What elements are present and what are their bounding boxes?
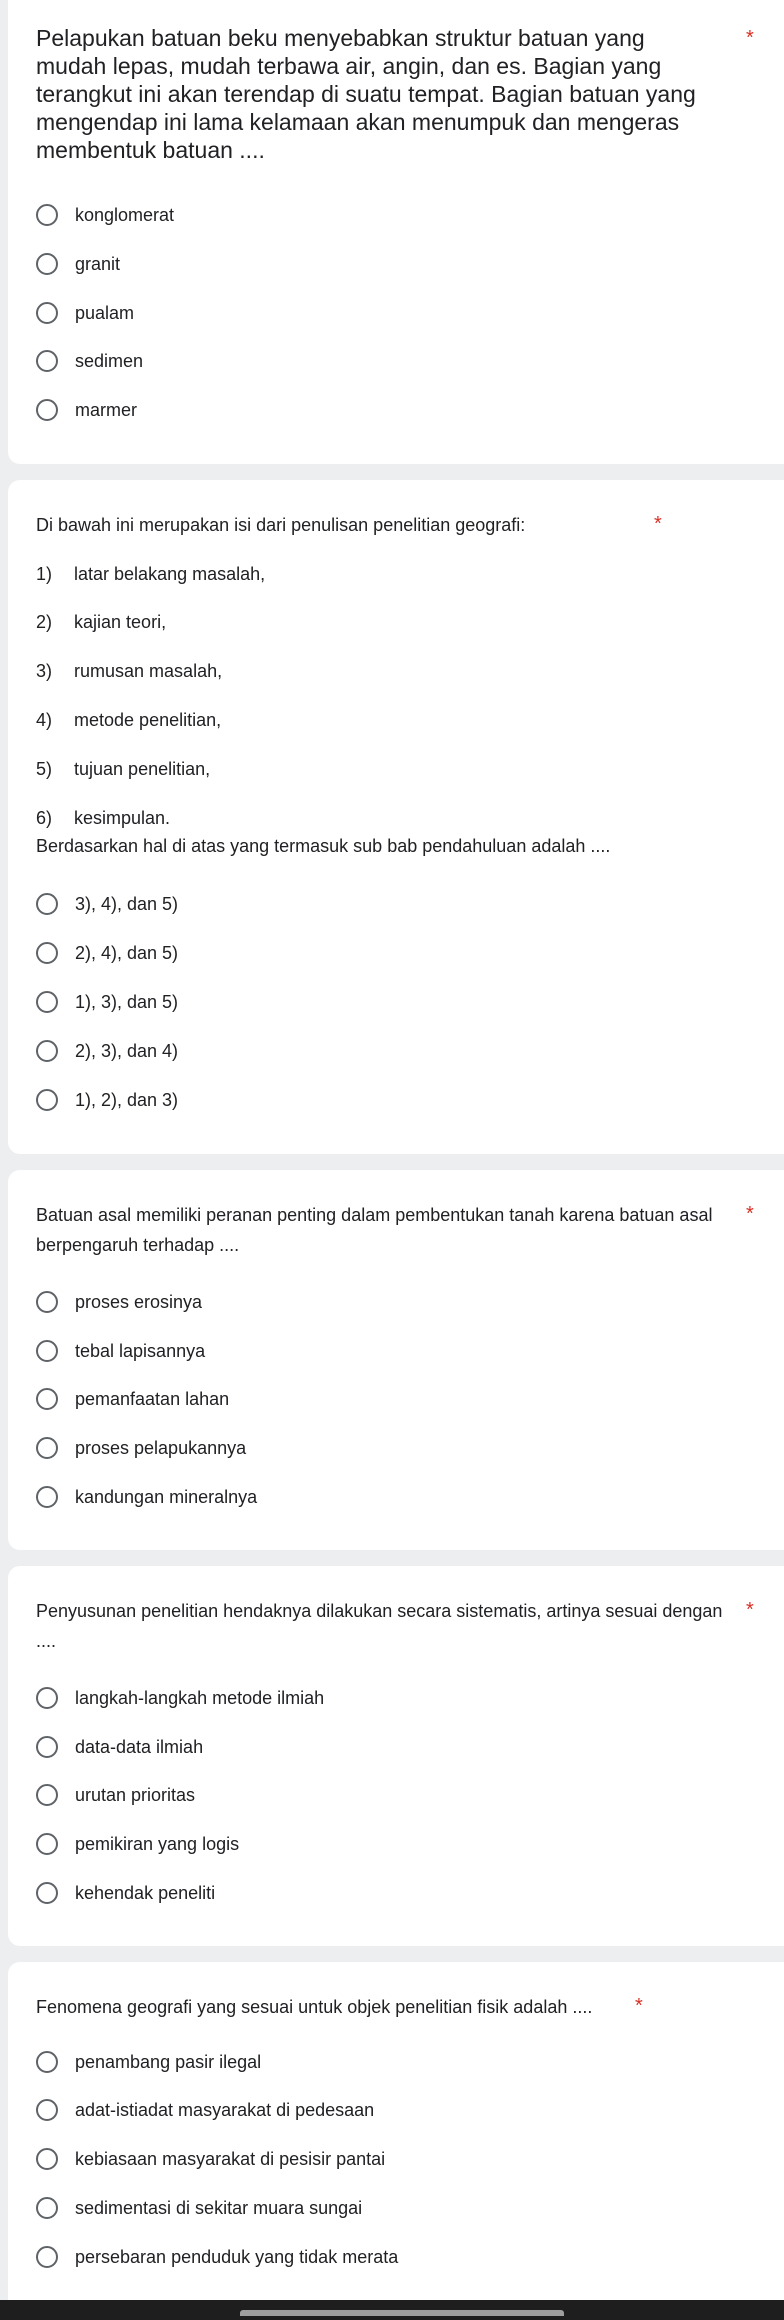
question-card-5 [8, 1962, 784, 2300]
list-item [36, 708, 221, 732]
option-label: pemikiran yang logis [75, 1833, 240, 1854]
required-asterisk: * [746, 1203, 754, 1225]
option-kebiasaan-masyarakat-pesisir[interactable] [36, 2143, 385, 2175]
option-2-3-4[interactable] [36, 1035, 178, 1067]
option-proses-pelapukannya[interactable] [36, 1432, 246, 1464]
radio-button[interactable] [36, 1736, 58, 1758]
required-asterisk: * [746, 1599, 754, 1621]
list-text: rumusan masalah, [74, 661, 223, 681]
question-card-1 [8, 0, 784, 464]
option-sedimentasi-muara-sungai[interactable] [36, 2192, 362, 2224]
option-penambang-pasir-ilegal[interactable] [36, 2046, 261, 2078]
radio-button[interactable] [36, 1784, 58, 1806]
list-item [36, 610, 166, 634]
list-text: kajian teori, [74, 612, 167, 632]
option-proses-erosinya[interactable] [36, 1286, 202, 1318]
question-text: Di bawah ini merupakan isi dari penulisan penelitian geografi: [36, 515, 526, 535]
radio-button[interactable] [36, 1437, 58, 1459]
required-asterisk: * [746, 27, 754, 49]
option-langkah-langkah-metode-ilmiah[interactable] [36, 1682, 324, 1714]
list-item [36, 562, 265, 586]
option-label: urutan prioritas [75, 1784, 196, 1805]
option-tebal-lapisannya[interactable] [36, 1335, 205, 1367]
list-item [36, 757, 210, 781]
option-label: 2), 3), dan 4) [75, 1040, 179, 1061]
question-text: Fenomena geografi yang sesuai untuk objek penelitian fisik adalah .... [36, 1997, 593, 2017]
radio-button[interactable] [36, 1089, 58, 1111]
option-urutan-prioritas[interactable] [36, 1779, 195, 1811]
option-label: langkah-langkah metode ilmiah [75, 1687, 325, 1708]
option-granit[interactable] [36, 248, 120, 280]
list-item [36, 659, 222, 683]
radio-button[interactable] [36, 893, 58, 915]
option-label: 1), 2), dan 3) [75, 1089, 179, 1110]
radio-button[interactable] [36, 942, 58, 964]
radio-button[interactable] [36, 2197, 58, 2219]
option-marmer[interactable] [36, 394, 137, 426]
required-asterisk: * [635, 1995, 643, 2017]
required-asterisk: * [654, 513, 662, 535]
option-sedimen[interactable] [36, 345, 143, 377]
option-label: kehendak peneliti [75, 1882, 216, 1903]
question-text: Pelapukan batuan beku menyebabkan struktur batuan yang mudah lepas, mudah terbawa air, angin, dan es. Bagian yang terangkut ini akan terendap di suatu tempat. Bagian batuan yang mengendap ini lama kelamaan akan menumpuk dan mengeras membentuk batuan .... [36, 25, 696, 163]
list-text: kesimpulan. [74, 808, 171, 828]
option-label: kebiasaan masyarakat di pesisir pantai [75, 2148, 386, 2169]
option-kehendak-peneliti[interactable] [36, 1877, 215, 1909]
radio-button[interactable] [36, 1687, 58, 1709]
option-label: 1), 3), dan 5) [75, 991, 179, 1012]
question-card-3 [8, 1170, 784, 1550]
radio-button[interactable] [36, 1486, 58, 1508]
option-kandungan-mineralnya[interactable] [36, 1481, 257, 1513]
option-3-4-5[interactable] [36, 888, 178, 920]
option-label: tebal lapisannya [75, 1340, 206, 1361]
radio-button[interactable] [36, 399, 58, 421]
home-indicator[interactable] [240, 2310, 564, 2316]
question-card-4 [8, 1566, 784, 1946]
question-footer-text: Berdasarkan hal di atas yang termasuk sub bab pendahuluan adalah .... [36, 836, 611, 856]
list-text: latar belakang masalah, [74, 564, 266, 584]
radio-button[interactable] [36, 1833, 58, 1855]
option-1-3-5[interactable] [36, 986, 178, 1018]
radio-button[interactable] [36, 1388, 58, 1410]
option-adat-istiadat-masyarakat[interactable] [36, 2094, 374, 2126]
list-number: 5) [36, 759, 53, 779]
option-label: sedimentasi di sekitar muara sungai [75, 2197, 363, 2218]
radio-button[interactable] [36, 1340, 58, 1362]
option-label: marmer [75, 399, 137, 420]
list-text: metode penelitian, [74, 710, 222, 730]
option-label: adat-istiadat masyarakat di pedesaan [75, 2099, 375, 2120]
question-text: Batuan asal memiliki peranan penting dalam pembentukan tanah karena batuan asal berpengaruh terhadap .... [36, 1205, 713, 1255]
option-label: 3), 4), dan 5) [75, 893, 179, 914]
list-item [36, 806, 170, 830]
radio-button[interactable] [36, 2099, 58, 2121]
list-number: 1) [36, 564, 53, 584]
radio-button[interactable] [36, 350, 58, 372]
option-label: konglomerat [75, 204, 175, 225]
radio-button[interactable] [36, 253, 58, 275]
radio-button[interactable] [36, 204, 58, 226]
option-label: granit [75, 253, 121, 274]
option-label: pemanfaatan lahan [75, 1388, 230, 1409]
option-label: data-data ilmiah [75, 1736, 204, 1757]
list-number: 2) [36, 612, 53, 632]
option-label: sedimen [75, 350, 144, 371]
option-pemanfaatan-lahan[interactable] [36, 1383, 229, 1415]
option-label: kandungan mineralnya [75, 1486, 258, 1507]
option-1-2-3[interactable] [36, 1084, 178, 1116]
option-label: 2), 4), dan 5) [75, 942, 179, 963]
option-label: persebaran penduduk yang tidak merata [75, 2246, 399, 2267]
option-data-data-ilmiah[interactable] [36, 1731, 203, 1763]
radio-button[interactable] [36, 302, 58, 324]
list-number: 6) [36, 808, 53, 828]
radio-button[interactable] [36, 2246, 58, 2268]
option-label: pualam [75, 302, 135, 323]
radio-button[interactable] [36, 1882, 58, 1904]
radio-button[interactable] [36, 991, 58, 1013]
radio-button[interactable] [36, 1040, 58, 1062]
list-number: 4) [36, 710, 53, 730]
option-pualam[interactable] [36, 297, 134, 329]
option-persebaran-penduduk[interactable] [36, 2241, 398, 2273]
question-text: Penyusunan penelitian hendaknya dilakukan secara sistematis, artinya sesuai dengan .... [36, 1601, 723, 1651]
radio-button[interactable] [36, 2051, 58, 2073]
list-number: 3) [36, 661, 53, 681]
radio-button[interactable] [36, 1291, 58, 1313]
option-konglomerat[interactable] [36, 199, 174, 231]
option-label: penambang pasir ilegal [75, 2051, 262, 2072]
option-2-4-5[interactable] [36, 937, 178, 969]
radio-button[interactable] [36, 2148, 58, 2170]
option-label: proses pelapukannya [75, 1437, 247, 1458]
option-pemikiran-yang-logis[interactable] [36, 1828, 239, 1860]
option-label: proses erosinya [75, 1291, 203, 1312]
list-text: tujuan penelitian, [74, 759, 211, 779]
question-card-2 [8, 480, 784, 1154]
